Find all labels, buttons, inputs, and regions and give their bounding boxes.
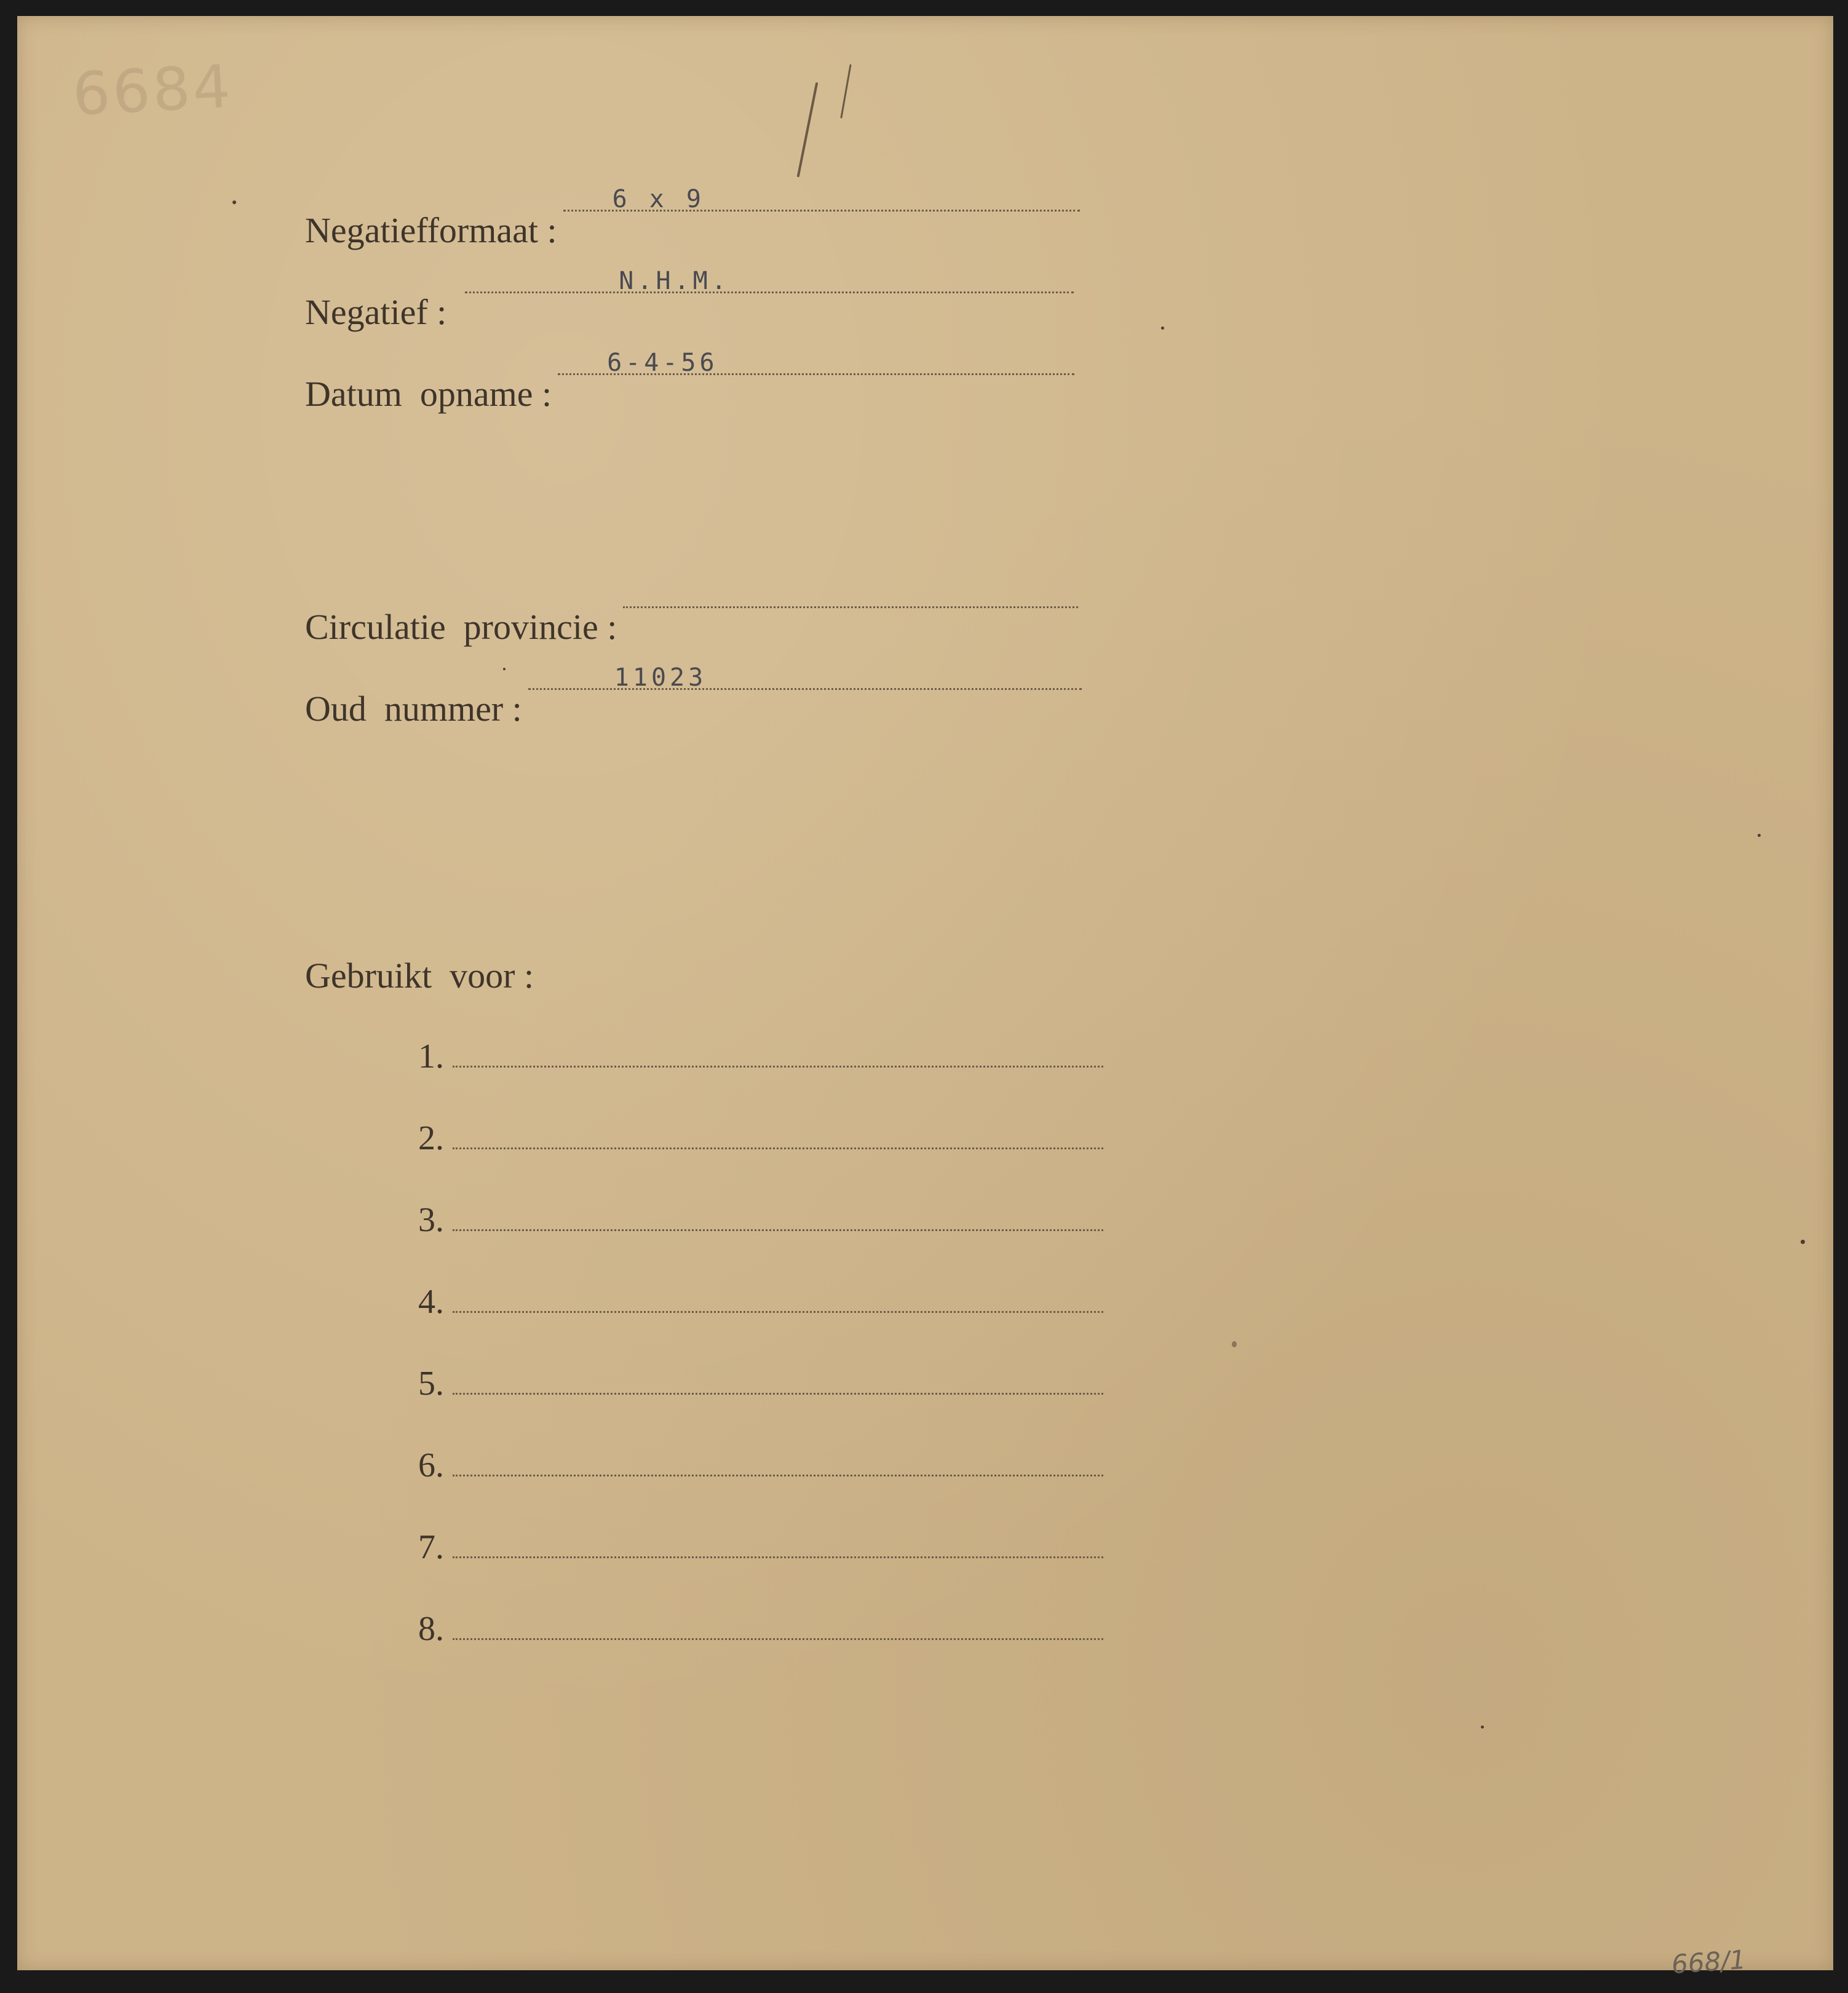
line-dots [453,1066,1103,1068]
line-dots [453,1311,1103,1313]
used-for-line-5 [418,1364,1103,1403]
used-for-line-2 [418,1119,1103,1158]
line-number: 5. [418,1365,444,1403]
paper-speck [503,668,506,670]
line-dots [453,1475,1103,1476]
field-negatief [305,267,1074,333]
field-value: 6 x 9 [612,185,705,213]
field-line [623,606,1078,608]
used-for-line-4 [418,1282,1103,1321]
field-line [558,349,1074,377]
paper-speck [232,200,236,204]
field-label: Negatiefformaat : [305,210,557,250]
field-line [563,185,1080,213]
pencil-note-top-left: 6684 [71,52,235,129]
line-dots [453,1638,1103,1640]
line-number: 6. [418,1446,444,1484]
field-negatiefformaat [305,185,1080,251]
field-value: 6-4-56 [607,349,718,377]
line-dots [453,1393,1103,1395]
field-label: Datum opname : [305,374,552,414]
line-dots [453,1147,1103,1149]
line-number: 7. [418,1528,444,1566]
line-number: 3. [418,1201,444,1239]
line-number: 8. [418,1610,444,1648]
line-number: 1. [418,1037,444,1076]
field-line [528,664,1082,692]
field-datum-opname [305,349,1074,414]
used-for-line-6 [418,1446,1103,1485]
paper-speck [1801,1240,1805,1244]
field-value: 11023 [614,664,707,692]
field-label: Negatief : [305,292,447,332]
field-line [465,267,1074,295]
pencil-note-bottom-right: 668/1 [1670,1944,1747,1980]
paper-speck [1481,1726,1484,1729]
field-label: Oud nummer : [305,689,522,729]
pencil-tick-marks [780,59,878,182]
used-for-line-8 [418,1609,1103,1649]
used-for-label: Gebruikt voor : [305,956,534,996]
paper-speck [1161,327,1164,330]
field-circulatie-provincie [305,606,1078,648]
archive-card [17,16,1833,1980]
field-value: N.H.M. [619,267,730,295]
line-number: 4. [418,1283,444,1321]
line-dots [453,1229,1103,1231]
field-label: Circulatie provincie : [305,607,617,647]
used-for-line-1 [418,1037,1103,1076]
line-dots [453,1556,1103,1558]
paper-speck [1758,834,1761,837]
paper-speck [1232,1341,1237,1347]
used-for-heading [305,955,534,996]
used-for-line-3 [418,1200,1103,1240]
field-oud-nummer [305,664,1082,729]
line-number: 2. [418,1119,444,1157]
used-for-line-7 [418,1527,1103,1567]
